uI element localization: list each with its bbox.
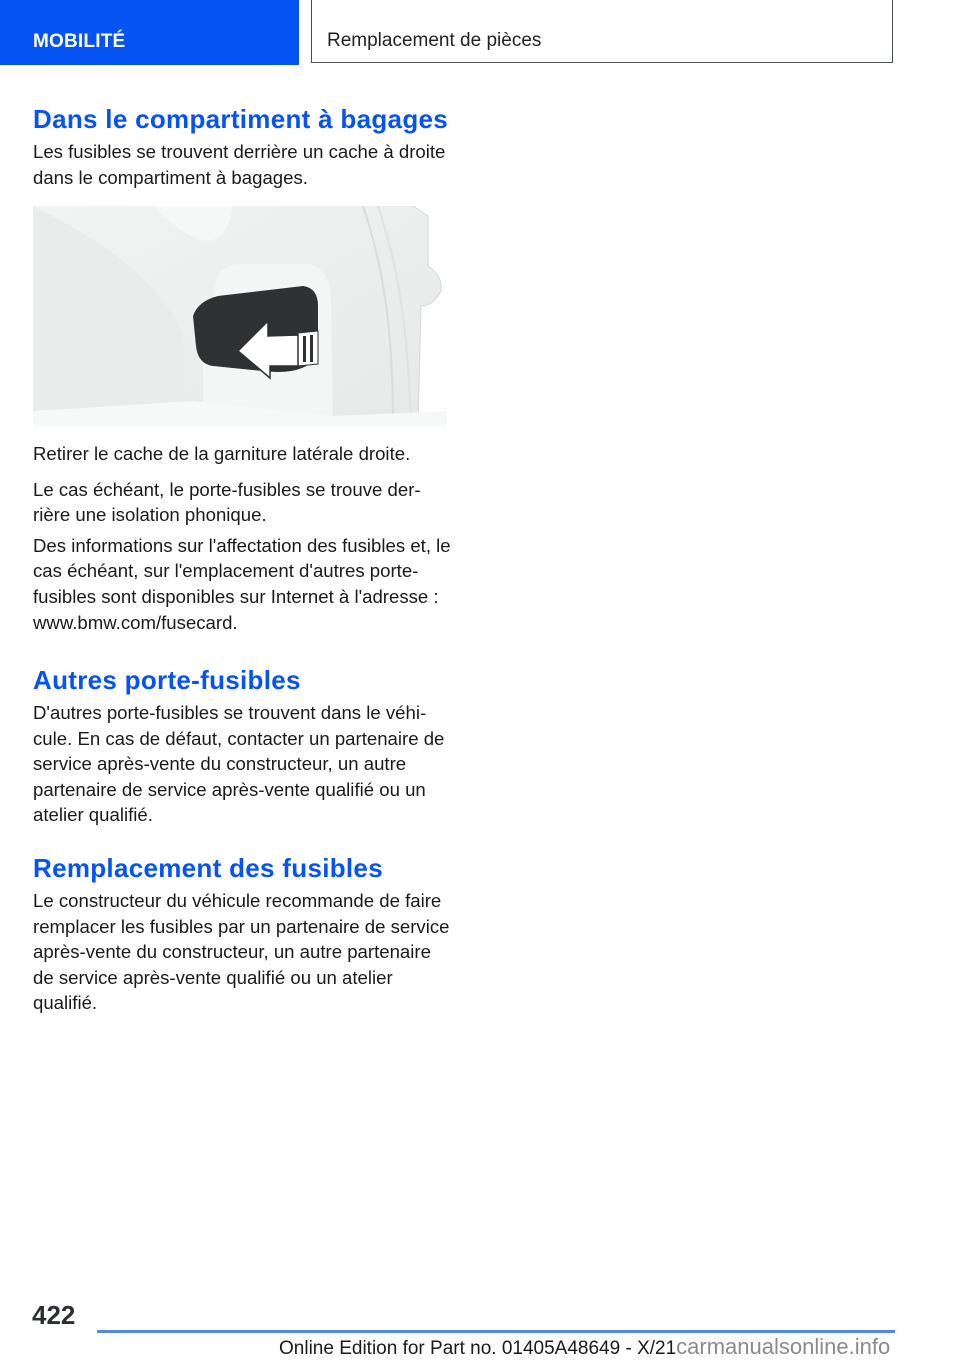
illustration-fuse-cover [33, 206, 447, 427]
edition-text: Online Edition for Part no. 01405A48649 - X/21 [279, 1338, 677, 1359]
paragraph-sound-insulation: Le cas échéant, le porte-fusibles se trouve der-rière une isolation phonique. [33, 478, 421, 526]
paragraph-fuse-replacement: Le constructeur du véhicule recommande de faire remplacer les fusibles par un partenaire de service après-vente du constructeur, un autre partenaire de service après-vente qualifié ou un atelier qualifié. [33, 890, 450, 1014]
chapter-tab [0, 0, 299, 65]
paragraph-other-fuse-holders: D'autres porte-fusibles se trouvent dans le véhi-cule. En cas de défaut, contacter un partenaire de service après-vente du constructeur, un autre partenaire de service après-vente qualifié ou un atelier qualifié. [33, 702, 445, 826]
heading-luggage-compartment: Dans le compartiment à bagages [33, 104, 449, 134]
watermark-text: carmanualsonline.info [676, 1334, 891, 1359]
paragraph-remove-cover: Retirer le cache de la garniture latérale droite. [33, 443, 411, 464]
page-number: 422 [32, 1300, 76, 1330]
chapter-label: MOBILITÉ [33, 31, 126, 52]
paragraph-fusecard-info: Des informations sur l'affectation des fusibles et, le cas échéant, sur l'emplacement d'autres porte-fusibles sont disponibles sur Internet à l'adresse : www.bmw.com/fusecard. [33, 534, 451, 633]
page-header-title-box [311, 0, 893, 63]
heading-other-fuse-holders: Autres porte-fusibles [33, 665, 301, 695]
section-fuse-replacement [33, 852, 453, 1016]
heading-fuse-replacement: Remplacement des fusibles [33, 853, 383, 883]
section-instructions [33, 441, 453, 635]
section-other-fuse-holders [33, 664, 453, 828]
trunk-illustration [33, 206, 447, 427]
page-header-title: Remplacement de pièces [327, 30, 542, 51]
section-luggage-compartment [33, 103, 453, 190]
footer-divider [97, 1330, 895, 1333]
footer-edition [279, 1334, 890, 1360]
paragraph-intro: Les fusibles se trouvent derrière un cache à droite dans le compartiment à bagages. [33, 141, 446, 188]
